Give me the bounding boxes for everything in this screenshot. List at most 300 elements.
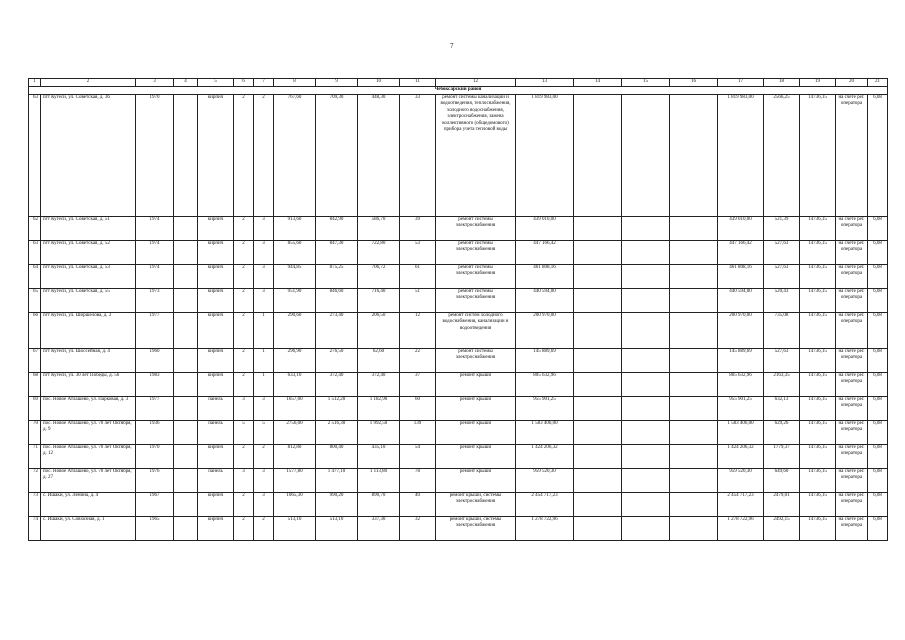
column-number-header: 1 [29,79,41,87]
living-area-cell: 513,10 [316,517,358,541]
total-area-cell: 296,90 [274,349,316,373]
limit-cell: 14736,15 [800,517,836,541]
cost-per-m2-cell: 527,63 [764,349,800,373]
limit-cell: 14736,15 [800,289,836,313]
table-row [29,95,888,217]
rate-cell: 6,08 [868,445,888,469]
works-cell: ремонт крыши [436,397,516,421]
table-row [29,313,888,349]
living-area-cell: 372,40 [316,373,358,397]
empty-cell [174,373,198,397]
empty-cell [174,217,198,241]
rate-cell: 6,08 [868,421,888,445]
empty-cell [174,421,198,445]
entrances-cell: 1 [254,313,274,349]
total-area-cell: 1577,80 [274,469,316,493]
residents-cell: 39 [400,217,436,241]
year-cell: 1974 [136,217,174,241]
empty-cell [670,217,718,241]
empty-cell [622,421,670,445]
fund-method-cell: на счете рег. оператора [836,373,868,397]
column-number-header: 8 [274,79,316,87]
total-cost-cell: 1 424 206,32 [718,445,764,469]
floors-cell: 3 [234,469,254,493]
empty-cell [622,289,670,313]
cost-cell: 805 632,96 [516,373,574,397]
empty-cell [174,289,198,313]
total-cost-cell: 461 808,16 [718,265,764,289]
living-area-cell: 990,20 [316,493,358,517]
empty-cell [574,373,622,397]
entrances-cell: 3 [254,241,274,265]
rate-cell: 6,08 [868,493,888,517]
entrances-cell: 3 [254,397,274,421]
empty-cell [670,95,718,217]
rate-cell: 6,08 [868,517,888,541]
limit-cell: 14736,15 [800,265,836,289]
total-area-cell: 913,60 [274,217,316,241]
row-number: 71 [29,445,41,469]
empty-cell [574,469,622,493]
residential-area-cell: 372,40 [358,373,400,397]
total-cost-cell: 1 583 406,00 [718,421,764,445]
empty-cell [670,517,718,541]
row-number: 65 [29,289,41,313]
column-number-header: 9 [316,79,358,87]
empty-cell [670,349,718,373]
cost-cell: 447 166,42 [516,241,574,265]
row-number: 64 [29,265,41,289]
total-cost-cell: 440 594,00 [718,289,764,313]
works-cell: ремонт системы электроснабжения [436,241,516,265]
empty-cell [574,421,622,445]
cost-cell: 439 010,00 [516,217,574,241]
empty-cell [574,493,622,517]
residents-cell: 33 [400,95,436,217]
limit-cell: 14736,15 [800,469,836,493]
address-cell: пос. Новое Атлашево, ул. 70 лет Октября, д. 27 [41,469,136,493]
living-area-cell: 846,60 [316,289,358,313]
rate-cell: 6,08 [868,373,888,397]
total-area-cell: 290,60 [274,313,316,349]
table-row [29,373,888,397]
cost-cell: 440 594,00 [516,289,574,313]
fund-method-cell: на счете рег. оператора [836,217,868,241]
empty-cell [174,241,198,265]
row-number: 62 [29,217,41,241]
total-area-cell: 1065,30 [274,493,316,517]
residents-cell: 139 [400,421,436,445]
living-area-cell: 1 477,10 [316,469,358,493]
works-cell: ремонт системы электроснабжения [436,265,516,289]
floors-cell: 2 [234,517,254,541]
empty-cell [622,493,670,517]
floors-cell: 2 [234,217,254,241]
table-row [29,349,888,373]
fund-method-cell: на счете рег. оператора [836,95,868,217]
cost-per-m2-cell: 629,26 [764,421,800,445]
residents-cell: 32 [400,517,436,541]
column-number-header: 13 [516,79,574,87]
rate-cell: 6,08 [868,289,888,313]
empty-cell [670,397,718,421]
empty-cell [174,265,198,289]
works-cell: ремонт крыши, системы электроснабжения [436,517,516,541]
empty-cell [574,397,622,421]
address-cell: пос. Новое Атлашево, ул. 70 лет Октября, д. 9 [41,421,136,445]
empty-cell [670,445,718,469]
cost-cell: 959 520,30 [516,469,574,493]
floors-cell: 2 [234,493,254,517]
empty-cell [574,445,622,469]
cost-cell: 1 583 406,00 [516,421,574,445]
table-row [29,517,888,541]
table-row [29,397,888,421]
empty-cell [622,241,670,265]
wall-material-cell: кирпич [198,95,234,217]
wall-material-cell: кирпич [198,313,234,349]
works-cell: ремонт систем холодного водоснабжения, канализации и водоотведения [436,313,516,349]
table-row [29,217,888,241]
wall-material-cell: кирпич [198,517,234,541]
living-area-cell: 709,30 [316,95,358,217]
residential-area-cell: 1 113,80 [358,469,400,493]
total-cost-cell: 439 010,00 [718,217,764,241]
floors-cell: 2 [234,95,254,217]
empty-cell [174,469,198,493]
residential-area-cell: 435,10 [358,445,400,469]
cost-per-m2-cell: 1779,37 [764,445,800,469]
living-area-cell: 842,90 [316,217,358,241]
column-number-header: 11 [400,79,436,87]
residents-cell: 61 [400,265,436,289]
residents-cell: 22 [400,349,436,373]
column-number-header: 20 [836,79,868,87]
floors-cell: 2 [234,265,254,289]
total-area-cell: 513,10 [274,517,316,541]
fund-method-cell: на счете рег. оператора [836,313,868,349]
empty-cell [622,469,670,493]
limit-cell: 14736,15 [800,493,836,517]
cost-cell: 461 808,16 [516,265,574,289]
entrances-cell: 5 [254,421,274,445]
works-cell: ремонт крыши [436,421,516,445]
residents-cell: 51 [400,289,436,313]
wall-material-cell: кирпич [198,265,234,289]
entrances-cell: 2 [254,445,274,469]
total-cost-cell: 447 166,42 [718,241,764,265]
residential-area-cell: 337,30 [358,517,400,541]
empty-cell [574,349,622,373]
rate-cell: 6,08 [868,313,888,349]
year-cell: 1973 [136,289,174,313]
empty-cell [574,217,622,241]
column-number-header: 12 [436,79,516,87]
empty-cell [622,217,670,241]
living-area-cell: 875,25 [316,265,358,289]
column-number-header: 19 [800,79,836,87]
fund-method-cell: на счете рег. оператора [836,445,868,469]
year-cell: 1974 [136,265,174,289]
address-cell: пгт Кугеси, ул. Советская, д. 51 [41,217,136,241]
residential-area-cell: 448,30 [358,95,400,217]
fund-method-cell: на счете рег. оператора [836,397,868,421]
total-cost-cell: 805 632,96 [718,373,764,397]
total-cost-cell: 2 454 717,23 [718,493,764,517]
column-number-header: 7 [254,79,274,87]
address-cell: пгт Кугеси, ул. Шоршелова, д. 3 [41,313,136,349]
residents-cell: 54 [400,445,436,469]
column-number-header: 18 [764,79,800,87]
wall-material-cell: кирпич [198,289,234,313]
fund-method-cell: на счете рег. оператора [836,493,868,517]
fund-method-cell: на счете рег. оператора [836,289,868,313]
living-area-cell: 273,40 [316,313,358,349]
empty-cell [174,95,198,217]
column-number-header: 4 [174,79,198,87]
wall-material-cell: панель [198,421,234,445]
address-cell: пгт Кугеси, ул. Советская, д. 52 [41,241,136,265]
total-area-cell: 767,60 [274,95,316,217]
rate-cell: 6,08 [868,217,888,241]
residential-area-cell: 722,80 [358,241,400,265]
total-cost-cell: 200 970,00 [718,313,764,349]
year-cell: 1965 [136,517,174,541]
fund-method-cell: на счете рег. оператора [836,421,868,445]
row-number: 69 [29,397,41,421]
cost-per-m2-cell: 527,63 [764,241,800,265]
works-cell: ремонт системы электроснабжения [436,349,516,373]
floors-cell: 5 [234,421,254,445]
residents-cell: 60 [400,397,436,421]
works-cell: ремонт крыши, системы электроснабжения [436,493,516,517]
table-row [29,289,888,313]
empty-cell [622,95,670,217]
district-name: Чебоксарский район [29,87,888,95]
cost-cell: 1 278 722,96 [516,517,574,541]
empty-cell [670,313,718,349]
empty-cell [622,313,670,349]
address-cell: с. Ишаки, ул. Ленина, д. 4 [41,493,136,517]
year-cell: 1977 [136,313,174,349]
row-number: 72 [29,469,41,493]
entrances-cell: 3 [254,265,274,289]
column-number-header: 5 [198,79,234,87]
column-number-header: 14 [574,79,622,87]
living-area-cell: 800,40 [316,445,358,469]
floors-cell: 2 [234,373,254,397]
works-cell: ремонт крыши [436,445,516,469]
empty-cell [574,265,622,289]
limit-cell: 14736,15 [800,313,836,349]
address-cell: пгт Кугеси, ул. Шоссейная, д. 4 [41,349,136,373]
column-number-header: 3 [136,79,174,87]
total-area-cell: 812,80 [274,445,316,469]
residents-cell: 40 [400,493,436,517]
rate-cell: 6,08 [868,95,888,217]
empty-cell [174,397,198,421]
cost-per-m2-cell: 735,08 [764,313,800,349]
residents-cell: 53 [400,241,436,265]
limit-cell: 14736,15 [800,349,836,373]
year-cell: 1974 [136,241,174,265]
year-cell: 1970 [136,95,174,217]
floors-cell: 2 [234,313,254,349]
column-number-header: 17 [718,79,764,87]
floors-cell: 2 [234,241,254,265]
residential-area-cell: 586,70 [358,217,400,241]
residential-area-cell: 706,72 [358,265,400,289]
column-number-header: 6 [234,79,254,87]
column-number-header: 10 [358,79,400,87]
cost-per-m2-cell: 632,13 [764,397,800,421]
floors-cell: 2 [234,289,254,313]
cost-per-m2-cell: 2163,35 [764,373,800,397]
living-area-cell: 847,30 [316,241,358,265]
wall-material-cell: панель [198,469,234,493]
empty-cell [174,349,198,373]
cost-per-m2-cell: 520,43 [764,289,800,313]
residential-area-cell: 890,70 [358,493,400,517]
floors-cell: 2 [234,445,254,469]
address-cell: пгт Кугеси, ул. Советская, д. 55 [41,289,136,313]
entrances-cell: 1 [254,349,274,373]
table-row [29,265,888,289]
address-cell: пгт Кугеси, ул. Советская, д. 36 [41,95,136,217]
cost-cell: 955 901,25 [516,397,574,421]
year-cell: 1936 [136,421,174,445]
cost-cell: 1 819 983,00 [516,95,574,217]
limit-cell: 14736,15 [800,241,836,265]
table-row [29,493,888,517]
year-cell: 1967 [136,493,174,517]
wall-material-cell: кирпич [198,241,234,265]
cost-cell: 145 889,69 [516,349,574,373]
cost-per-m2-cell: 2479,01 [764,493,800,517]
row-number: 63 [29,241,41,265]
column-number-header: 21 [868,79,888,87]
wall-material-cell: панель [198,397,234,421]
total-cost-cell: 959 520,30 [718,469,764,493]
row-number: 66 [29,313,41,349]
table-row [29,445,888,469]
living-area-cell: 1 512,20 [316,397,358,421]
empty-cell [670,265,718,289]
works-cell: ремонт крыши [436,469,516,493]
floors-cell: 3 [234,397,254,421]
wall-material-cell: кирпич [198,445,234,469]
entrances-cell: 1 [254,373,274,397]
column-number-header: 2 [41,79,136,87]
limit-cell: 14736,15 [800,373,836,397]
entrances-cell: 3 [254,289,274,313]
empty-cell [622,349,670,373]
total-area-cell: 1657,00 [274,397,316,421]
address-cell: с. Ишаки, ул. Совхозная, д. 1 [41,517,136,541]
rate-cell: 6,08 [868,265,888,289]
empty-cell [622,517,670,541]
cost-cell: 1 424 206,32 [516,445,574,469]
total-cost-cell: 145 889,69 [718,349,764,373]
address-cell: пос. Новое Атлашево, ул. 70 лет Октября, д. 12 [41,445,136,469]
total-cost-cell: 955 901,25 [718,397,764,421]
empty-cell [174,517,198,541]
empty-cell [574,517,622,541]
residential-area-cell: 1 182,90 [358,397,400,421]
limit-cell: 14736,15 [800,397,836,421]
row-number: 74 [29,517,41,541]
empty-cell [574,241,622,265]
year-cell: 1977 [136,397,174,421]
fund-method-cell: на счете рег. оператора [836,349,868,373]
year-cell: 1960 [136,349,174,373]
wall-material-cell: кирпич [198,493,234,517]
row-number: 67 [29,349,41,373]
limit-cell: 14736,15 [800,421,836,445]
living-area-cell: 276,50 [316,349,358,373]
entrances-cell: 2 [254,517,274,541]
empty-cell [174,445,198,469]
column-number-header: 15 [622,79,670,87]
empty-cell [670,289,718,313]
empty-cell [622,373,670,397]
total-area-cell: 633,10 [274,373,316,397]
cost-per-m2-cell: 2492,15 [764,517,800,541]
capital-repair-table [28,78,888,541]
address-cell: пгт Кугеси, ул. Советская, д. 53 [41,265,136,289]
fund-method-cell: на счете рег. оператора [836,241,868,265]
rate-cell: 6,08 [868,469,888,493]
entrances-cell: 3 [254,493,274,517]
residents-cell: 12 [400,313,436,349]
residents-cell: 78 [400,469,436,493]
cost-per-m2-cell: 2566,25 [764,95,800,217]
rate-cell: 6,08 [868,397,888,421]
cost-cell: 200 970,00 [516,313,574,349]
entrances-cell: 3 [254,469,274,493]
entrances-cell: 2 [254,95,274,217]
empty-cell [670,421,718,445]
works-cell: ремонт системы электроснабжения [436,289,516,313]
empty-cell [174,313,198,349]
cost-per-m2-cell: 521,39 [764,217,800,241]
empty-cell [622,265,670,289]
wall-material-cell: кирпич [198,373,234,397]
year-cell: 1970 [136,445,174,469]
header-row [29,79,888,87]
limit-cell: 14736,15 [800,217,836,241]
district-row [29,87,888,95]
table-row [29,469,888,493]
empty-cell [574,289,622,313]
table-row [29,421,888,445]
empty-cell [670,469,718,493]
total-area-cell: 2756,00 [274,421,316,445]
row-number: 70 [29,421,41,445]
cost-per-m2-cell: 649,60 [764,469,800,493]
total-area-cell: 855,60 [274,241,316,265]
living-area-cell: 2 516,30 [316,421,358,445]
address-cell: пос. Новое Атлашево, ул. Парковая, д. 3 [41,397,136,421]
residential-area-cell: 206,50 [358,313,400,349]
cost-per-m2-cell: 527,63 [764,265,800,289]
page-number: 7 [450,42,454,50]
total-area-cell: 944,85 [274,265,316,289]
limit-cell: 14736,15 [800,445,836,469]
column-number-header: 16 [670,79,718,87]
residents-cell: 37 [400,373,436,397]
empty-cell [670,493,718,517]
